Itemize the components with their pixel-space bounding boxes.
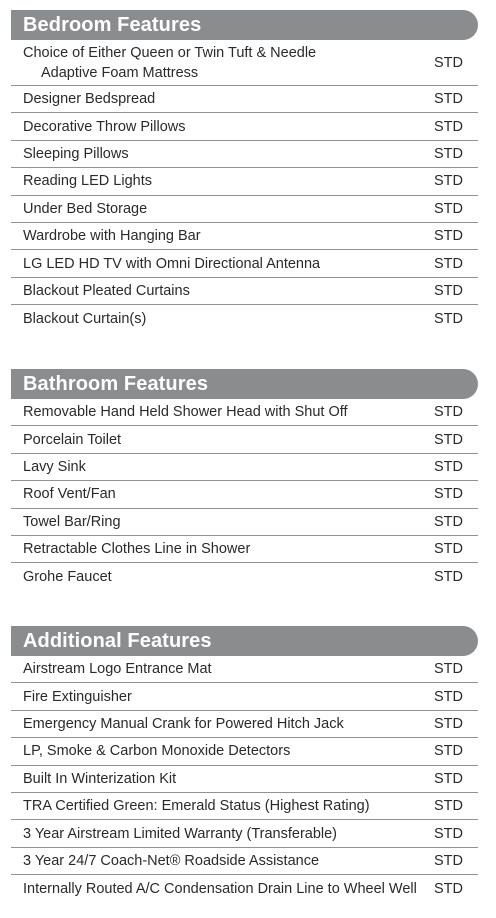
feature-label: LG LED HD TV with Omni Directional Antenna (23, 255, 321, 272)
feature-label: Emergency Manual Crank for Powered Hitch Jack (23, 715, 344, 732)
feature-label (23, 43, 434, 83)
feature-label: TRA Certified Green: Emerald Status (Highest Rating) (23, 798, 370, 815)
feature-value: STD (434, 569, 463, 586)
feature-label: Grohe Faucet (23, 569, 112, 586)
section-header: Bathroom Features (11, 369, 478, 399)
feature-label: Wardrobe with Hanging Bar (23, 228, 201, 245)
feature-label: Porcelain Toilet (23, 431, 122, 448)
feature-value: STD (434, 173, 463, 190)
feature-value: STD (434, 91, 463, 108)
feature-value: STD (434, 852, 463, 869)
feature-row (11, 223, 478, 250)
feature-value: STD (434, 255, 463, 272)
feature-label: Decorative Throw Pillows (23, 118, 186, 135)
section-header: Bedroom Features (11, 10, 478, 40)
feature-label: Lavy Sink (23, 458, 86, 475)
feature-label: Retractable Clothes Line in Shower (23, 541, 251, 558)
feature-value: STD (434, 513, 463, 530)
feature-row (11, 766, 478, 793)
feature-label-line1: Choice of Either Queen or Twin Tuft & Needle (23, 44, 317, 61)
feature-label: 3 Year Airstream Limited Warranty (Transferable) (23, 825, 338, 842)
feature-value: STD (434, 118, 463, 135)
feature-value: STD (434, 431, 463, 448)
feature-value: STD (434, 145, 463, 162)
feature-row (11, 399, 478, 426)
feature-value: STD (434, 541, 463, 558)
bedroom-features-section (11, 10, 478, 333)
feature-row (11, 793, 478, 820)
bathroom-features-section (11, 369, 478, 591)
feature-row (11, 86, 478, 113)
feature-row (11, 875, 478, 902)
feature-value: STD (434, 688, 463, 705)
feature-row (11, 536, 478, 563)
feature-row (11, 848, 478, 875)
feature-label: Designer Bedspread (23, 91, 156, 108)
feature-row (11, 250, 478, 277)
feature-row (11, 168, 478, 195)
feature-row (11, 711, 478, 738)
feature-value: STD (434, 458, 463, 475)
feature-label: 3 Year 24/7 Coach-Net® Roadside Assistance (23, 852, 320, 869)
feature-value: STD (434, 825, 463, 842)
feature-row (11, 738, 478, 765)
feature-label-line2: Adaptive Foam Mattress (41, 64, 199, 81)
feature-value: STD (434, 798, 463, 815)
feature-row (11, 683, 478, 710)
feature-value: STD (434, 54, 463, 71)
feature-value: STD (434, 715, 463, 732)
feature-label: Built In Winterization Kit (23, 770, 177, 787)
feature-row (11, 113, 478, 140)
feature-value: STD (434, 770, 463, 787)
feature-value: STD (434, 661, 463, 678)
feature-label: Under Bed Storage (23, 200, 148, 217)
feature-row (11, 40, 478, 86)
feature-row (11, 454, 478, 481)
feature-row (11, 278, 478, 305)
feature-row (11, 426, 478, 453)
feature-row (11, 509, 478, 536)
feature-value: STD (434, 743, 463, 760)
feature-value: STD (434, 310, 463, 327)
feature-row (11, 196, 478, 223)
feature-row (11, 141, 478, 168)
feature-label: Blackout Curtain(s) (23, 310, 147, 327)
feature-value: STD (434, 282, 463, 299)
feature-value: STD (434, 880, 463, 897)
feature-label: Reading LED Lights (23, 173, 152, 190)
feature-label: Removable Hand Held Shower Head with Shut Off (23, 404, 348, 421)
feature-label: Fire Extinguisher (23, 688, 132, 705)
feature-label: Internally Routed A/C Condensation Drain Line to Wheel Well (23, 880, 417, 897)
feature-row (11, 305, 478, 332)
feature-value: STD (434, 486, 463, 503)
feature-row (11, 656, 478, 683)
feature-label: Roof Vent/Fan (23, 486, 116, 503)
feature-value: STD (434, 200, 463, 217)
feature-value: STD (434, 228, 463, 245)
additional-features-section (11, 626, 478, 903)
feature-row (11, 820, 478, 847)
section-header: Additional Features (11, 626, 478, 656)
feature-label: Towel Bar/Ring (23, 513, 121, 530)
feature-row (11, 481, 478, 508)
feature-value: STD (434, 404, 463, 421)
feature-label: Airstream Logo Entrance Mat (23, 661, 212, 678)
feature-label: LP, Smoke & Carbon Monoxide Detectors (23, 743, 291, 760)
feature-label: Blackout Pleated Curtains (23, 282, 190, 299)
feature-row (11, 563, 478, 590)
feature-label: Sleeping Pillows (23, 145, 129, 162)
